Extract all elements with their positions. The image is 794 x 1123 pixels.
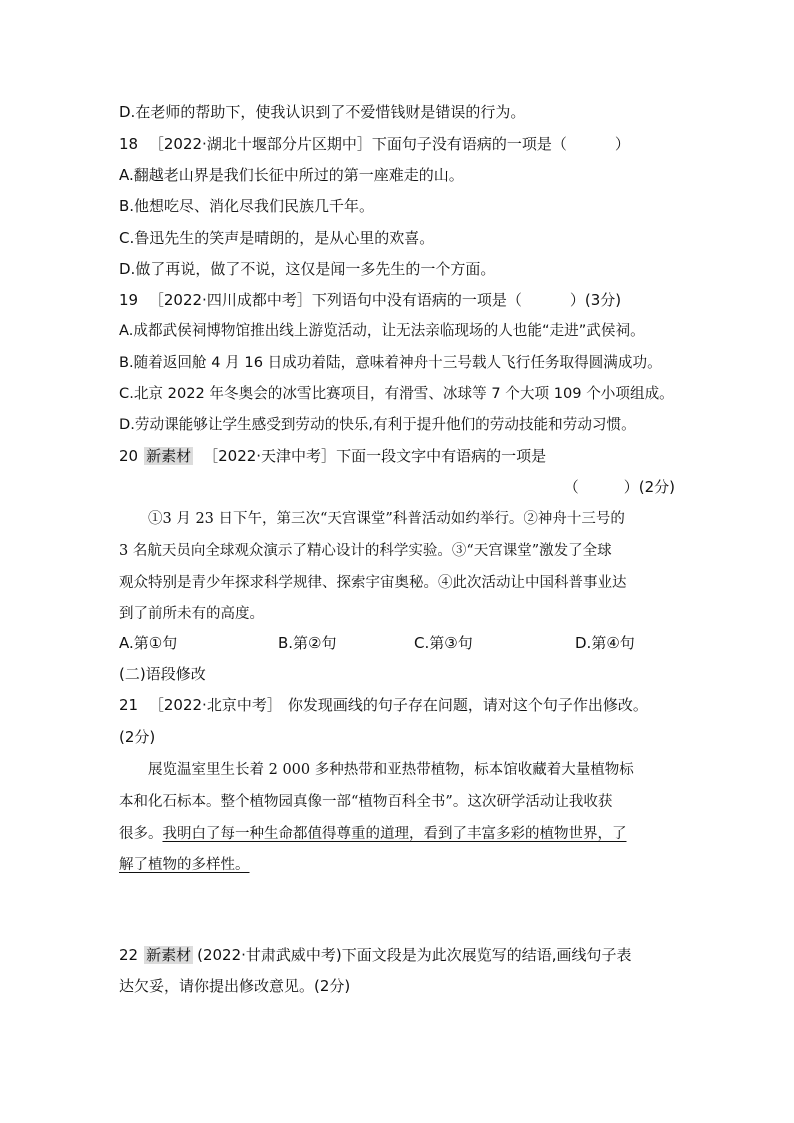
q18-option-c: C.鲁迅先生的笑声是晴朗的，是从心里的欢喜。 — [119, 229, 435, 247]
q20-option-c: C.第③句 — [414, 634, 473, 652]
question-stem: 下面文段是为此次展览写的结语,画线句子表 — [341, 946, 632, 964]
question-source: ［2022·天津中考］ — [203, 447, 337, 465]
section-heading: (二)语段修改 — [119, 665, 206, 683]
question-stem-close: ）(3分) — [569, 291, 622, 309]
question-source: (2022·甘肃武威中考) — [197, 946, 342, 964]
q21-underlined-sentence-end: 解了植物的多样性。 — [119, 857, 250, 873]
q19-stem — [119, 290, 689, 310]
q20-option-d: D.第④句 — [575, 634, 635, 652]
q18-option-b: B.他想吃尽、消化尽我们民族几千年。 — [119, 197, 375, 215]
question-number: 19 — [119, 291, 139, 309]
question-stem: 你发现画线的句子存在问题，请对这个句子作出修改。 — [287, 696, 648, 714]
question-source: ［2022·四川成都中考］ — [148, 291, 312, 309]
question-source: ［2022·北京中考］ — [148, 696, 282, 714]
q21-score: (2分) — [119, 728, 156, 746]
q21-underlined-line — [119, 855, 689, 875]
question-source: ［2022·湖北十堰部分片区期中］ — [148, 135, 372, 153]
question-stem: 下面一段文字中有语病的一项是 — [336, 447, 547, 465]
q20-passage-line: ①3 月 23 日下午，第三次“天宫课堂”科普活动如约举行。②神舟十三号的 — [148, 511, 625, 527]
q21-stem — [119, 695, 689, 715]
q20-passage-line: 3 名航天员向全球观众演示了精心设计的科学实验。③“天宫课堂”激发了全球 — [119, 543, 612, 559]
q18-option-a: A.翻越老山界是我们长征中所过的第一座难走的山。 — [119, 166, 464, 184]
q19-option-b: B.随着返回舱 4 月 16 日成功着陆，意味着神舟十三号载人飞行任务取得圆满成功。 — [119, 354, 662, 371]
q20-option-b: B.第②句 — [278, 634, 337, 652]
q19-option-c: C.北京 2022 年冬奥会的冰雪比赛项目，有滑雪、冰球等 7 个大项 109 个小项组成。 — [119, 385, 674, 402]
question-number: 18 — [119, 135, 139, 153]
q21-passage-line: 展览温室里生长着 2 000 多种热带和亚热带植物，标本馆收藏着大量植物标 — [148, 762, 634, 778]
new-material-tag: 新素材 — [146, 447, 192, 465]
q21-passage-plain-end: 很多。 — [119, 826, 163, 842]
question-number: 20 — [119, 447, 139, 465]
q20-option-a: A.第①句 — [119, 634, 178, 652]
q21-passage-line-mixed — [119, 824, 689, 844]
question-number: 21 — [119, 696, 139, 714]
q21-underlined-sentence: 我明白了每一种生命都值得尊重的道理，看到了丰富多彩的植物世界，了 — [162, 826, 627, 842]
q19-option-a: A.成都武侯祠博物馆推出线上游览活动，让无法亲临现场的人也能“走进”武侯祠。 — [119, 322, 645, 339]
q19-option-d: D.劳动课能够让学生感受到劳动的快乐,有利于提升他们的劳动技能和劳动习惯。 — [119, 416, 636, 433]
q20-stem — [119, 446, 689, 466]
q17-option-d: D.在老师的帮助下，使我认识到了不爱惜钱财是错误的行为。 — [119, 103, 526, 121]
q18-stem — [119, 134, 689, 154]
question-stem: 下列语句中没有语病的一项是（ — [311, 291, 522, 309]
question-number: 22 — [119, 946, 139, 964]
q20-answer-paren: （ ）(2分) — [563, 478, 675, 496]
q21-passage-line: 本和化石标本。整个植物园真像一部“植物百科全书”。这次研学活动让我收获 — [119, 794, 613, 810]
question-stem-close: ） — [614, 135, 630, 153]
q22-stem-line2: 达欠妥，请你提出修改意见。(2分) — [119, 977, 351, 995]
q20-passage-line: 到了前所未有的高度。 — [119, 606, 264, 622]
q18-option-d: D.做了再说，做了不说，这仅是闻一多先生的一个方面。 — [119, 260, 496, 278]
q22-stem — [119, 945, 689, 965]
q20-passage-line: 观众特别是青少年探求科学规律、探索宇宙奥秘。④此次活动让中国科普事业达 — [119, 575, 627, 591]
new-material-tag: 新素材 — [146, 946, 192, 964]
question-stem: 下面句子没有语病的一项是（ — [371, 135, 567, 153]
